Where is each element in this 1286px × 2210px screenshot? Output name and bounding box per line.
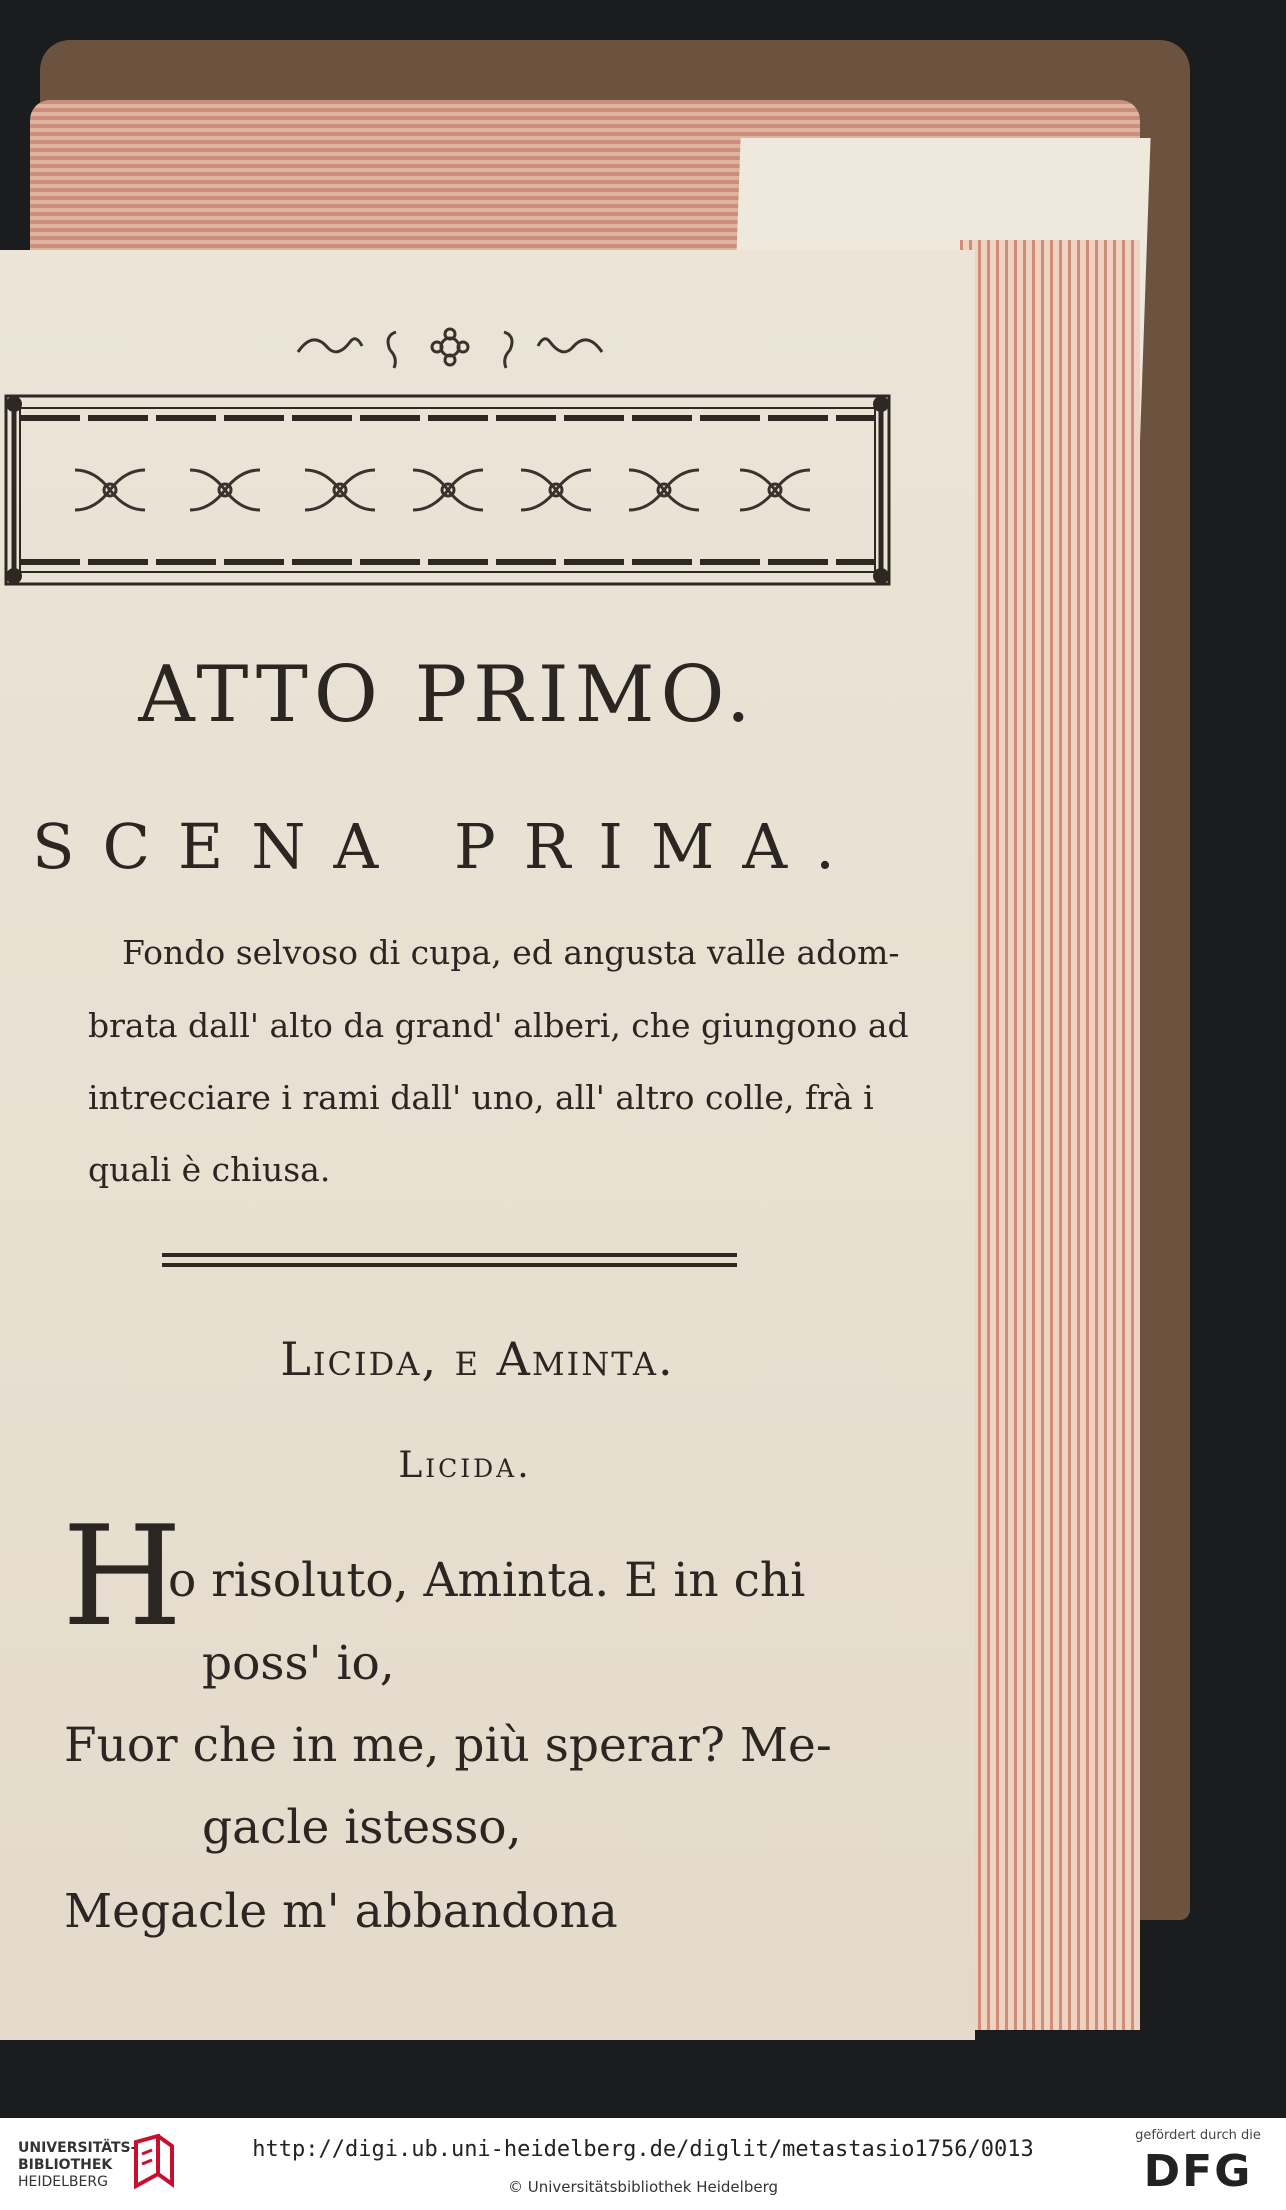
verse-line: Fuor che in me, più sperar? Me- — [64, 1718, 832, 1773]
page-url-link[interactable]: http://digi.ub.uni-heidelberg.de/diglit/metastasio1756/0013 — [252, 2137, 1034, 2162]
speaker-name: Licida. — [398, 1445, 532, 1486]
funder-caption: gefördert durch die — [1135, 2128, 1261, 2143]
stage-direction-line: quali è chiusa. — [88, 1150, 331, 1189]
decorative-border-frame — [0, 390, 895, 590]
act-heading: ATTO PRIMO. — [138, 650, 757, 740]
viewer-footer — [0, 2118, 1286, 2210]
drop-cap: H — [62, 1496, 183, 1657]
library-name-line: HEIDELBERG — [18, 2174, 108, 2190]
verse-line: Megacle m' abbandona — [64, 1884, 618, 1939]
verse-line: gacle istesso, — [202, 1800, 522, 1855]
scene-heading: SCENA PRIMA. — [32, 810, 863, 883]
stage-direction-line: Fondo selvoso di cupa, ed angusta valle adom- — [122, 933, 900, 972]
library-name-line: UNIVERSITÄTS- — [18, 2140, 137, 2156]
verse-line: poss' io, — [202, 1636, 395, 1691]
characters-heading: Licida, e Aminta. — [280, 1332, 675, 1386]
library-name-line: BIBLIOTHEK — [18, 2157, 113, 2173]
stage-direction-line: intrecciare i rami dall' uno, all' altro colle, frà i — [88, 1078, 874, 1117]
floral-ornament-icon — [290, 322, 610, 372]
dfg-logo[interactable]: DFG — [1143, 2146, 1253, 2197]
copyright-notice: © Universitätsbibliothek Heidelberg — [507, 2178, 778, 2196]
stage-direction-line: brata dall' alto da grand' alberi, che giungono ad — [88, 1006, 909, 1045]
verse-line: o risoluto, Aminta. E in chi — [168, 1553, 806, 1608]
section-divider — [162, 1250, 737, 1270]
page-edges-right — [960, 240, 1140, 2030]
